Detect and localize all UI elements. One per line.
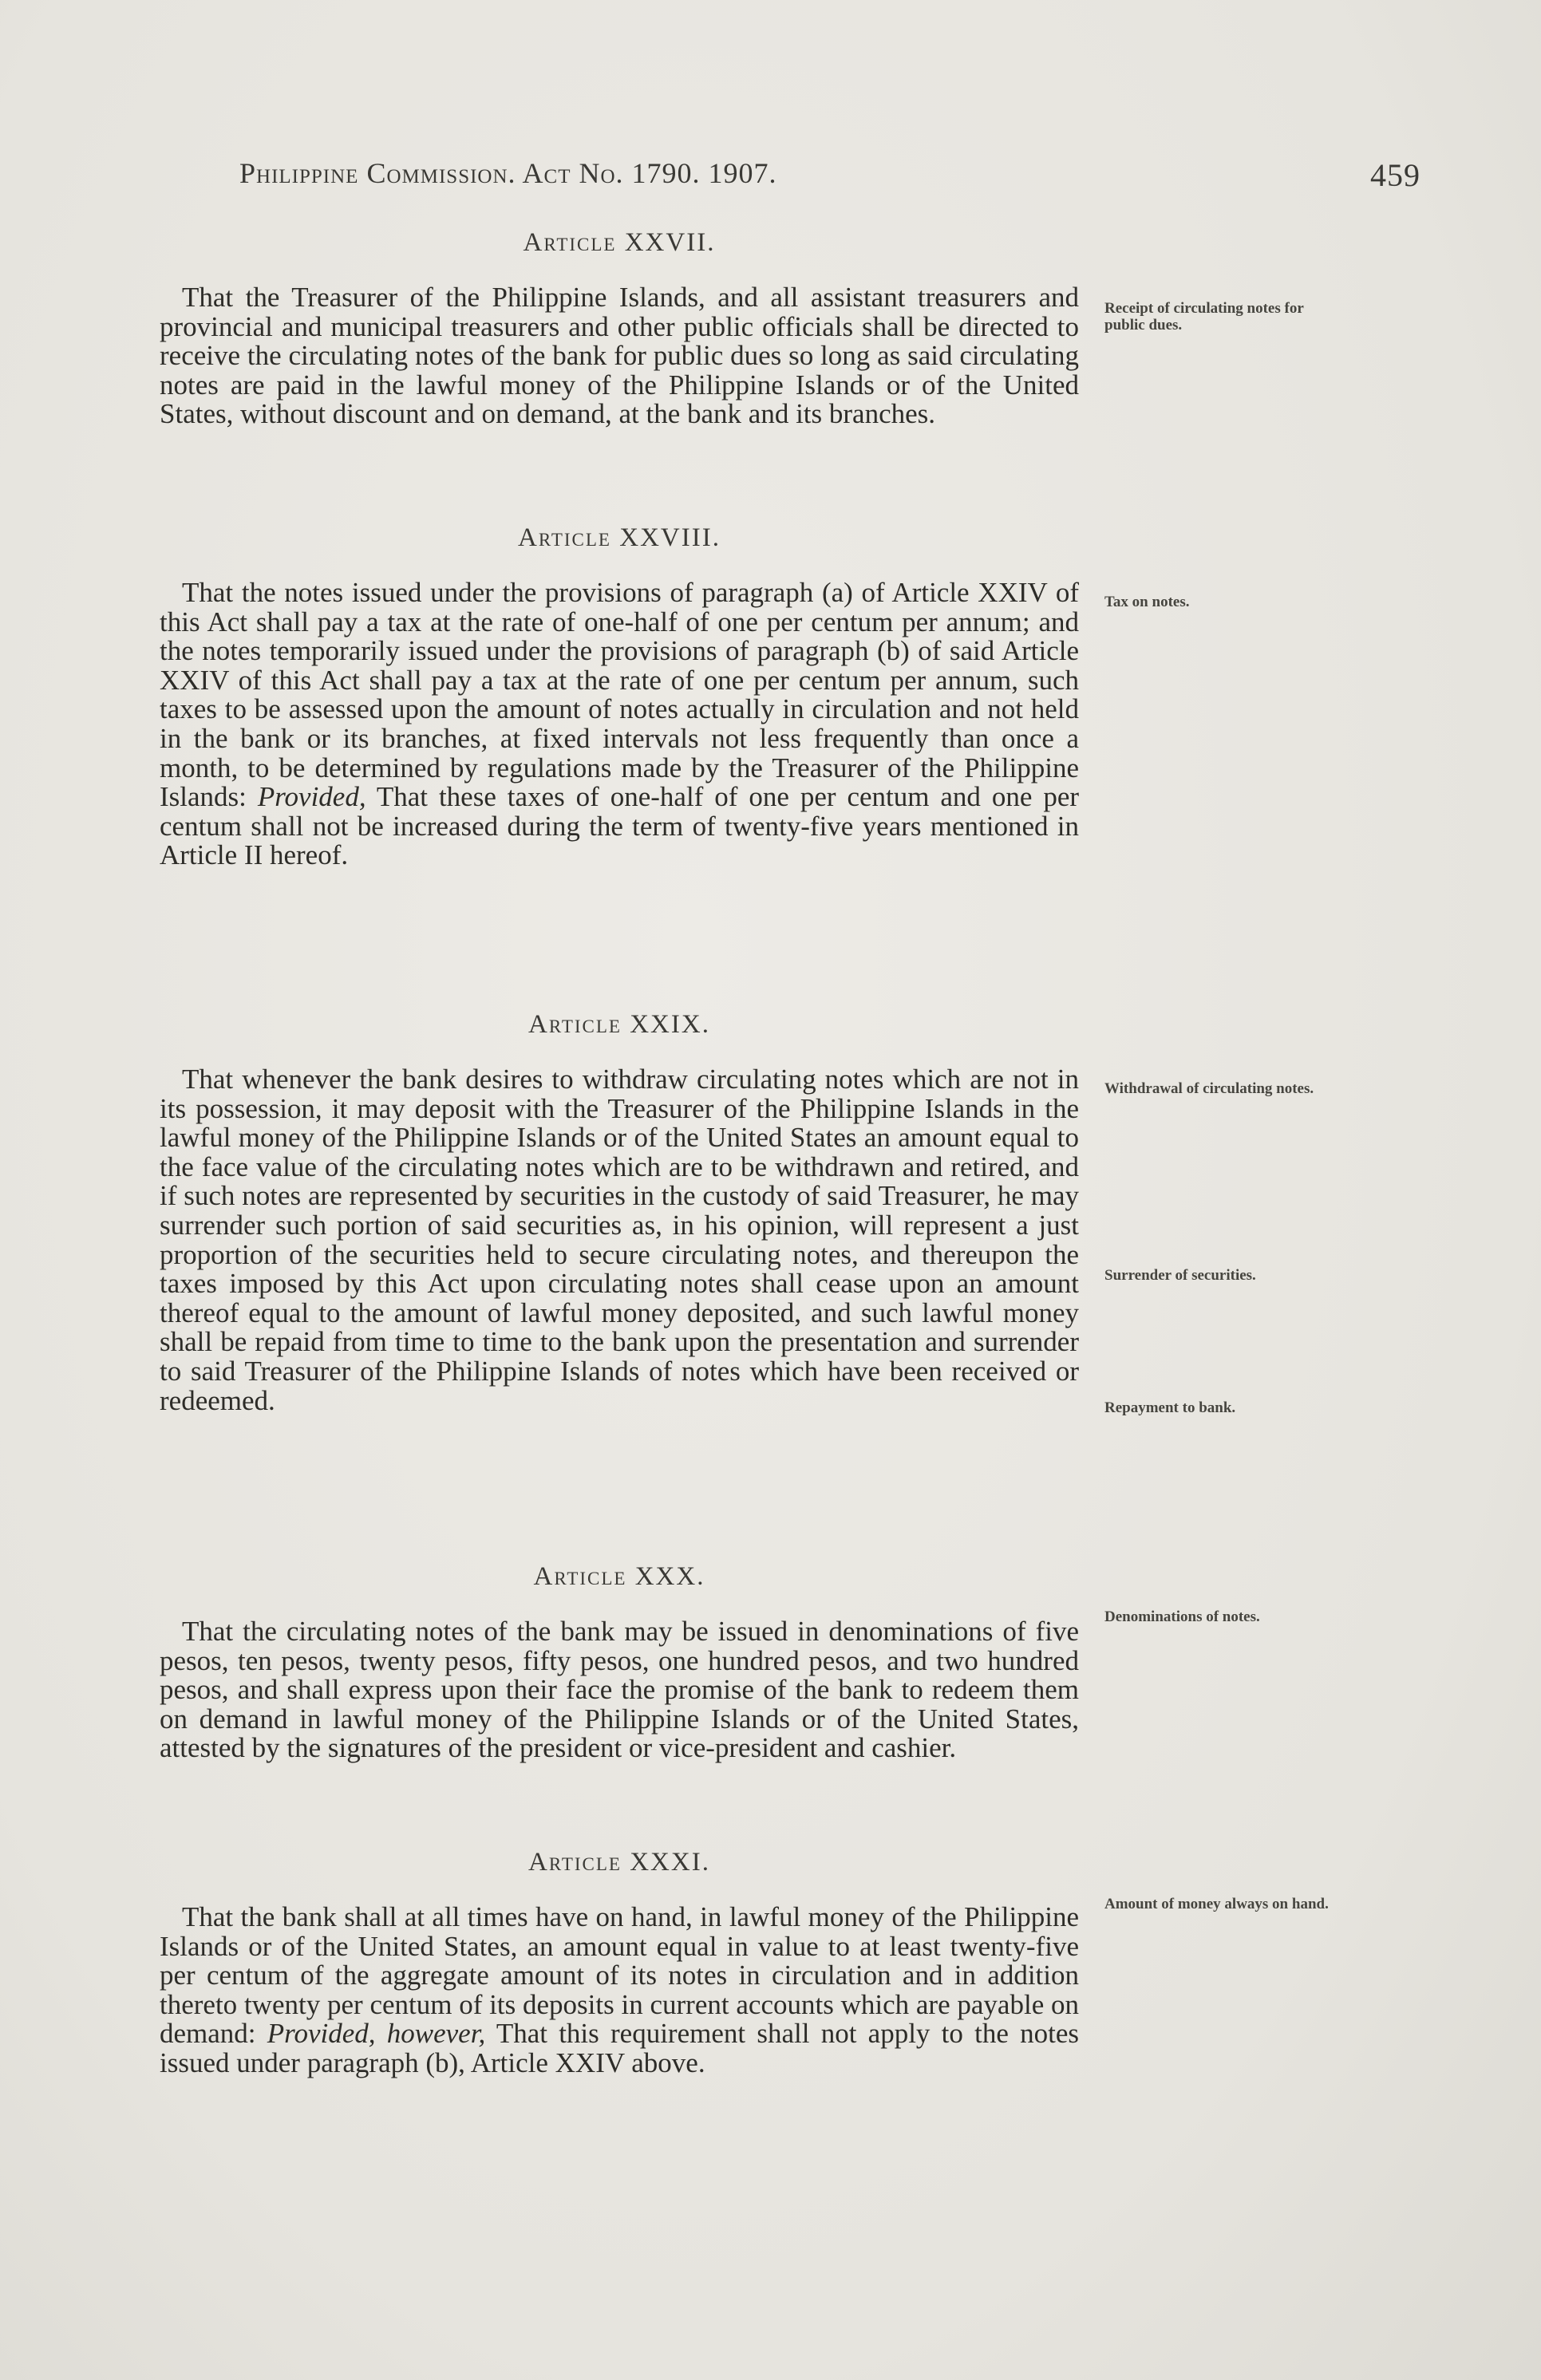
margin-note-tax: Tax on notes. [1104, 594, 1190, 610]
running-title: Philippine Commission. Act No. 1790. 1907. [239, 157, 777, 189]
margin-note-surrender: Surrender of securities. [1104, 1267, 1256, 1284]
margin-note-receipt: Receipt of circulating notes for public dues. [1104, 300, 1304, 334]
article-title: Article XXVIII. [518, 523, 721, 552]
proviso-italic: Provided, [257, 781, 366, 813]
article-body-text: That the bank shall at all times have on hand, in lawful money of the Philippine Islands or of the United States, an amount equal in value to at least twenty-five per centum of the aggregate amount of its notes in circulation and in addition thereto twenty per centum of its deposits in current accounts which are payable on demand: [160, 1901, 1079, 2050]
article-body-text: That this requirement shall not apply to the notes issued under paragraph (b), Article XXIV above. [160, 2018, 1080, 2078]
article-body: That the Treasurer of the Philippine Islands, and all assistant treasurers and provincial and municipal treasurers and other public officials shall be directed to receive the circulating notes of the bank for public dues so long as said circulating notes are paid in the lawful money of the Philippine Islands or of the United States, without discount and on demand, at the bank and its branches. [160, 282, 1079, 430]
article-body: That the circulating notes of the bank may be issued in denominations of five pesos, ten pesos, twenty pesos, fifty pesos, one hundred pesos, and two hundred pesos, and shall express upon their face the promise of the bank to redeem them on demand in lawful money of the Philippine Islands or of the United States, attested by the signatures of the president or vice-president and cashier. [160, 1616, 1079, 1764]
article-xxx [160, 1562, 1079, 1763]
article-body: That whenever the bank desires to withdraw circulating notes which are not in its possession, it may deposit with the Treasurer of the Philippine Islands in the lawful money of the Philippine Islands or of the United States an amount equal to the face value of the circulating notes which are to be withdrawn and retired, and if such notes are represented by securities in the custody of said Treasurer, he may surrender such portion of said securities as, in his opinion, will represent a just proportion of the securities held to secure circulating notes, and thereupon the taxes imposed by this Act upon circulating notes shall cease upon an amount thereof equal to the amount of lawful money deposited, and such lawful money shall be repaid from time to time to the bank upon the presentation and surrender to said Treasurer of the Philippine Islands of notes which have been received or redeemed. [160, 1064, 1079, 1416]
article-body-text: That these taxes of one-half of one per centum and one per centum shall not be increased during the term of twenty-five years mentioned in Article II hereof. [160, 781, 1080, 871]
article-title: Article XXXI. [528, 1848, 710, 1877]
proviso-italic: Provided, however, [267, 2018, 486, 2050]
article-body-text: That the notes issued under the provisions of paragraph (a) of Article XXIV of this Act shall pay a tax at the rate of one-half of one per centum per annum; and the notes temporarily issued under the provisions of paragraph (b) of said Article XXIV of this Act shall pay a tax at the rate of one per centum per annum, such taxes to be assessed upon the amount of notes actually in circulation and not held in the bank or its branches, at fixed intervals not less frequently than once a month, to be determined by regulations made by the Treasurer of the Philippine Islands: [160, 577, 1079, 813]
article-body [160, 578, 1079, 870]
article-xxvii [160, 228, 1079, 429]
article-title: Article XXX. [533, 1562, 705, 1591]
margin-note-amount: Amount of money always on hand. [1104, 1896, 1329, 1912]
margin-note-withdrawal: Withdrawal of circulating notes. [1104, 1080, 1314, 1097]
margin-note-denominations: Denominations of notes. [1104, 1608, 1260, 1625]
article-body [160, 1903, 1079, 2078]
article-xxxi [160, 1848, 1079, 2078]
article-xxix [160, 1010, 1079, 1415]
margin-note-repayment: Repayment to bank. [1104, 1399, 1236, 1416]
article-xxviii [160, 523, 1079, 870]
article-title: Article XXVII. [523, 228, 716, 257]
page-number: 459 [1370, 157, 1420, 193]
article-title: Article XXIX. [528, 1010, 710, 1039]
